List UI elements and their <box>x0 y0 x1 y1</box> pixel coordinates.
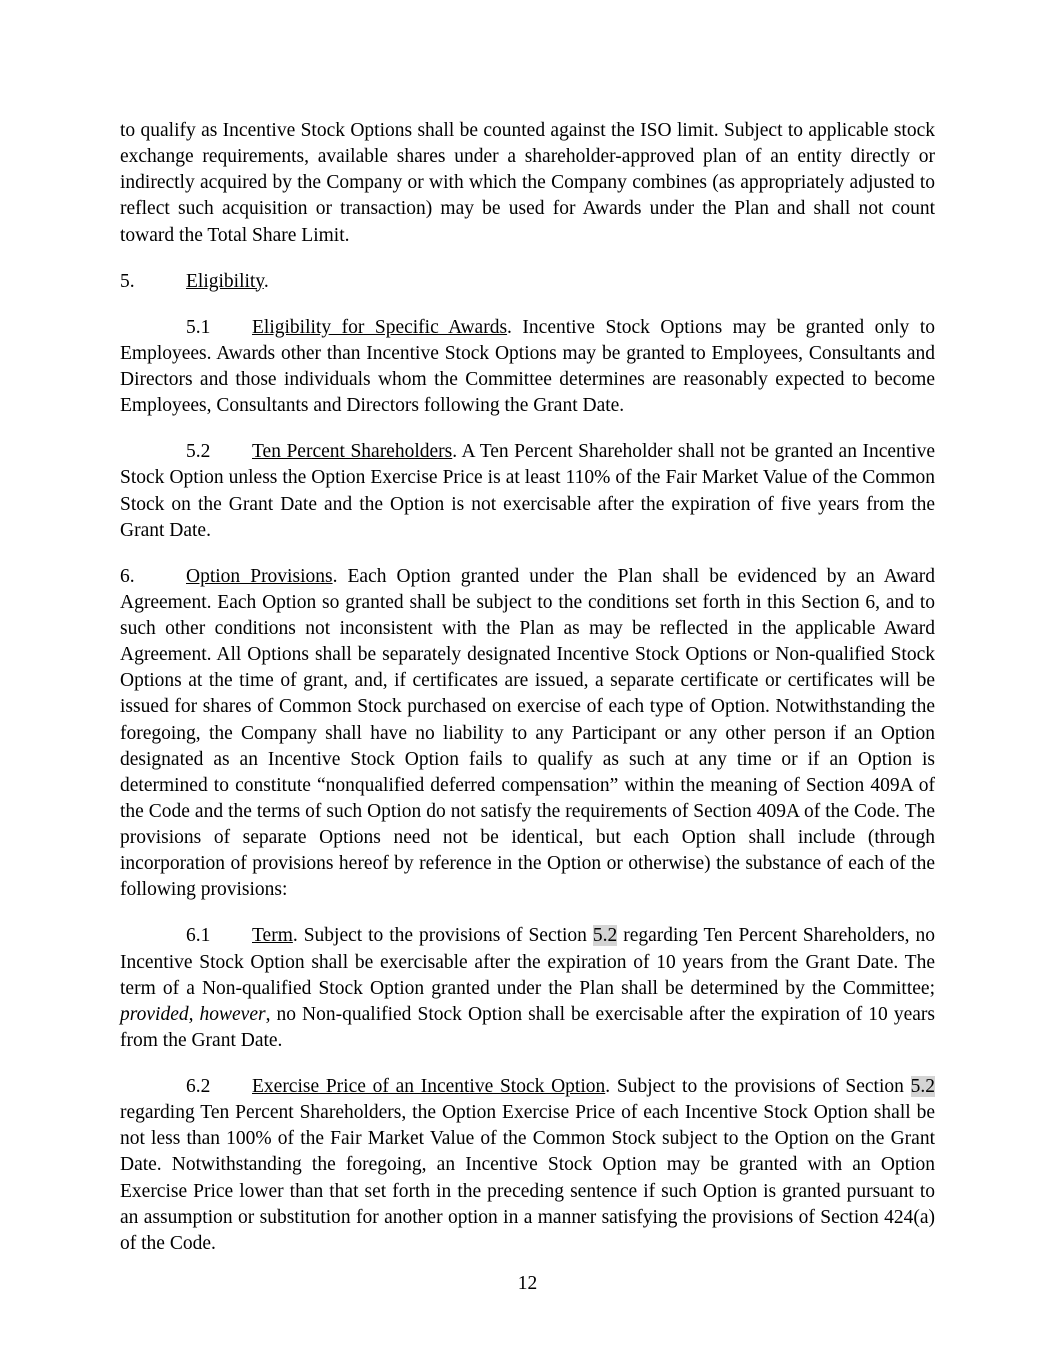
section-6-1-italic: provided, however <box>120 1003 266 1025</box>
section-number-5: 5. <box>120 270 135 292</box>
section-title-6-1: Term <box>252 925 293 947</box>
cross-reference-highlight-5-2: 5.2 <box>592 925 618 947</box>
section-body-6: . Each Option granted under the Plan shall be evidenced by an Award Agreement. Each Option so granted shall be subject to the conditions set forth in this Section 6, and to such other conditions not inconsistent with the Plan as may be reflected in the applicable Award Agreement. All Options shall be separately designated Incentive Stock Options or Non-qualified Stock Options at the time of grant, and, if certificates are issued, a separate certificate or certificates will be issued for shares of Common Stock purchased on exercise of each type of Option. Notwithstanding the foregoing, the Company shall have no liability to any Participant or any other person if an Option designated as an Incentive Stock Option fails to qualify as such at any time or if an Option is determined to constitute “nonqualified deferred compensation” within the meaning of Section 409A of the Code and the terms of such Option do not satisfy the requirements of Section 409A of the Code. The provisions of separate Options need not be identical, but each Option shall include (through incorporation of provisions hereof by reference in the Option or otherwise) the substance of each of the following provisions: <box>120 565 935 901</box>
section-5-1 <box>120 315 935 420</box>
section-6-2-body-a: . Subject to the provisions of Section <box>605 1076 911 1097</box>
cross-reference-highlight-5-2-b: 5.2 <box>910 1076 935 1097</box>
section-number-6-2: 6.2 <box>186 1076 211 1097</box>
section-5-2 <box>120 439 935 544</box>
section-body-5-2: . A Ten Percent Shareholder shall not be granted an Incentive Stock Option unless the Option Exercise Price is at least 110% of the Fair Market Value of the Common Stock on the Grant Date and the Option is not exercisable after the expiration of five years from the Grant Date. <box>120 441 935 541</box>
section-6-1 <box>120 923 935 1054</box>
section-6-1-body-a: . Subject to the provisions of Section <box>292 925 593 947</box>
section-number-6-1: 6.1 <box>186 925 211 947</box>
section-title-6: Option Provisions <box>186 565 333 587</box>
section-title-5: Eligibility <box>186 270 264 292</box>
section-body-5-1: . Incentive Stock Options may be granted only to Employees. Awards other than Incentive Stock Options may be granted to Employees, Consultants and Directors and those individuals whom the Committee determines are reasonably expected to become Employees, Consultants and Directors following the Grant Date. <box>120 316 935 417</box>
section-6-1-body-b: regarding Ten Percent Shareholders, no Incentive Stock Option shall be exercisable after the expiration of 10 years from the Grant Date. The term of a Non-qualified Stock Option granted under the Plan shall be determined by the Committee; <box>120 925 935 999</box>
section-title-6-2: Exercise Price of an Incentive Stock Option <box>252 1076 606 1097</box>
section-number-5-1: 5.1 <box>186 316 211 338</box>
paragraph-intro: to qualify as Incentive Stock Options shall be counted against the ISO limit. Subject to applicable stock exchange requirements, available shares under a shareholder-approved plan of an entity directly or indirectly acquired by the Company or with which the Company combines (as appropriately adjusted to reflect such acquisition or transaction) may be used for Awards under the Plan and shall not count toward the Total Share Limit. <box>120 120 935 246</box>
section-title-5-1: Eligibility for Specific Awards <box>252 316 508 338</box>
section-5-punct: . <box>263 270 269 292</box>
section-title-5-2: Ten Percent Shareholders <box>252 441 453 463</box>
section-6-2-body-b: regarding Ten Percent Shareholders, the Option Exercise Price of each Incentive Stock Option shall be not less than 100% of the Fair Market Value of the Common Stock subject to the Option on the Grant Date. Notwithstanding the foregoing, an Incentive Stock Option may be granted with an Option Exercise Price lower than that set forth in the preceding sentence if such Option is granted pursuant to an assumption or substitution for another option in a manner satisfying the provisions of Section 424(a) of the Code. <box>120 1102 935 1254</box>
section-6 <box>120 564 935 904</box>
section-number-6: 6. <box>120 565 135 587</box>
section-6-1-body-c: , no Non-qualified Stock Option shall be exercisable after the expiration of 10 years from the Grant Date. <box>120 1003 935 1051</box>
section-heading-5 <box>120 269 935 295</box>
section-number-5-2: 5.2 <box>186 441 211 463</box>
section-6-2 <box>120 1074 935 1257</box>
page-number: 12 <box>517 1272 538 1294</box>
